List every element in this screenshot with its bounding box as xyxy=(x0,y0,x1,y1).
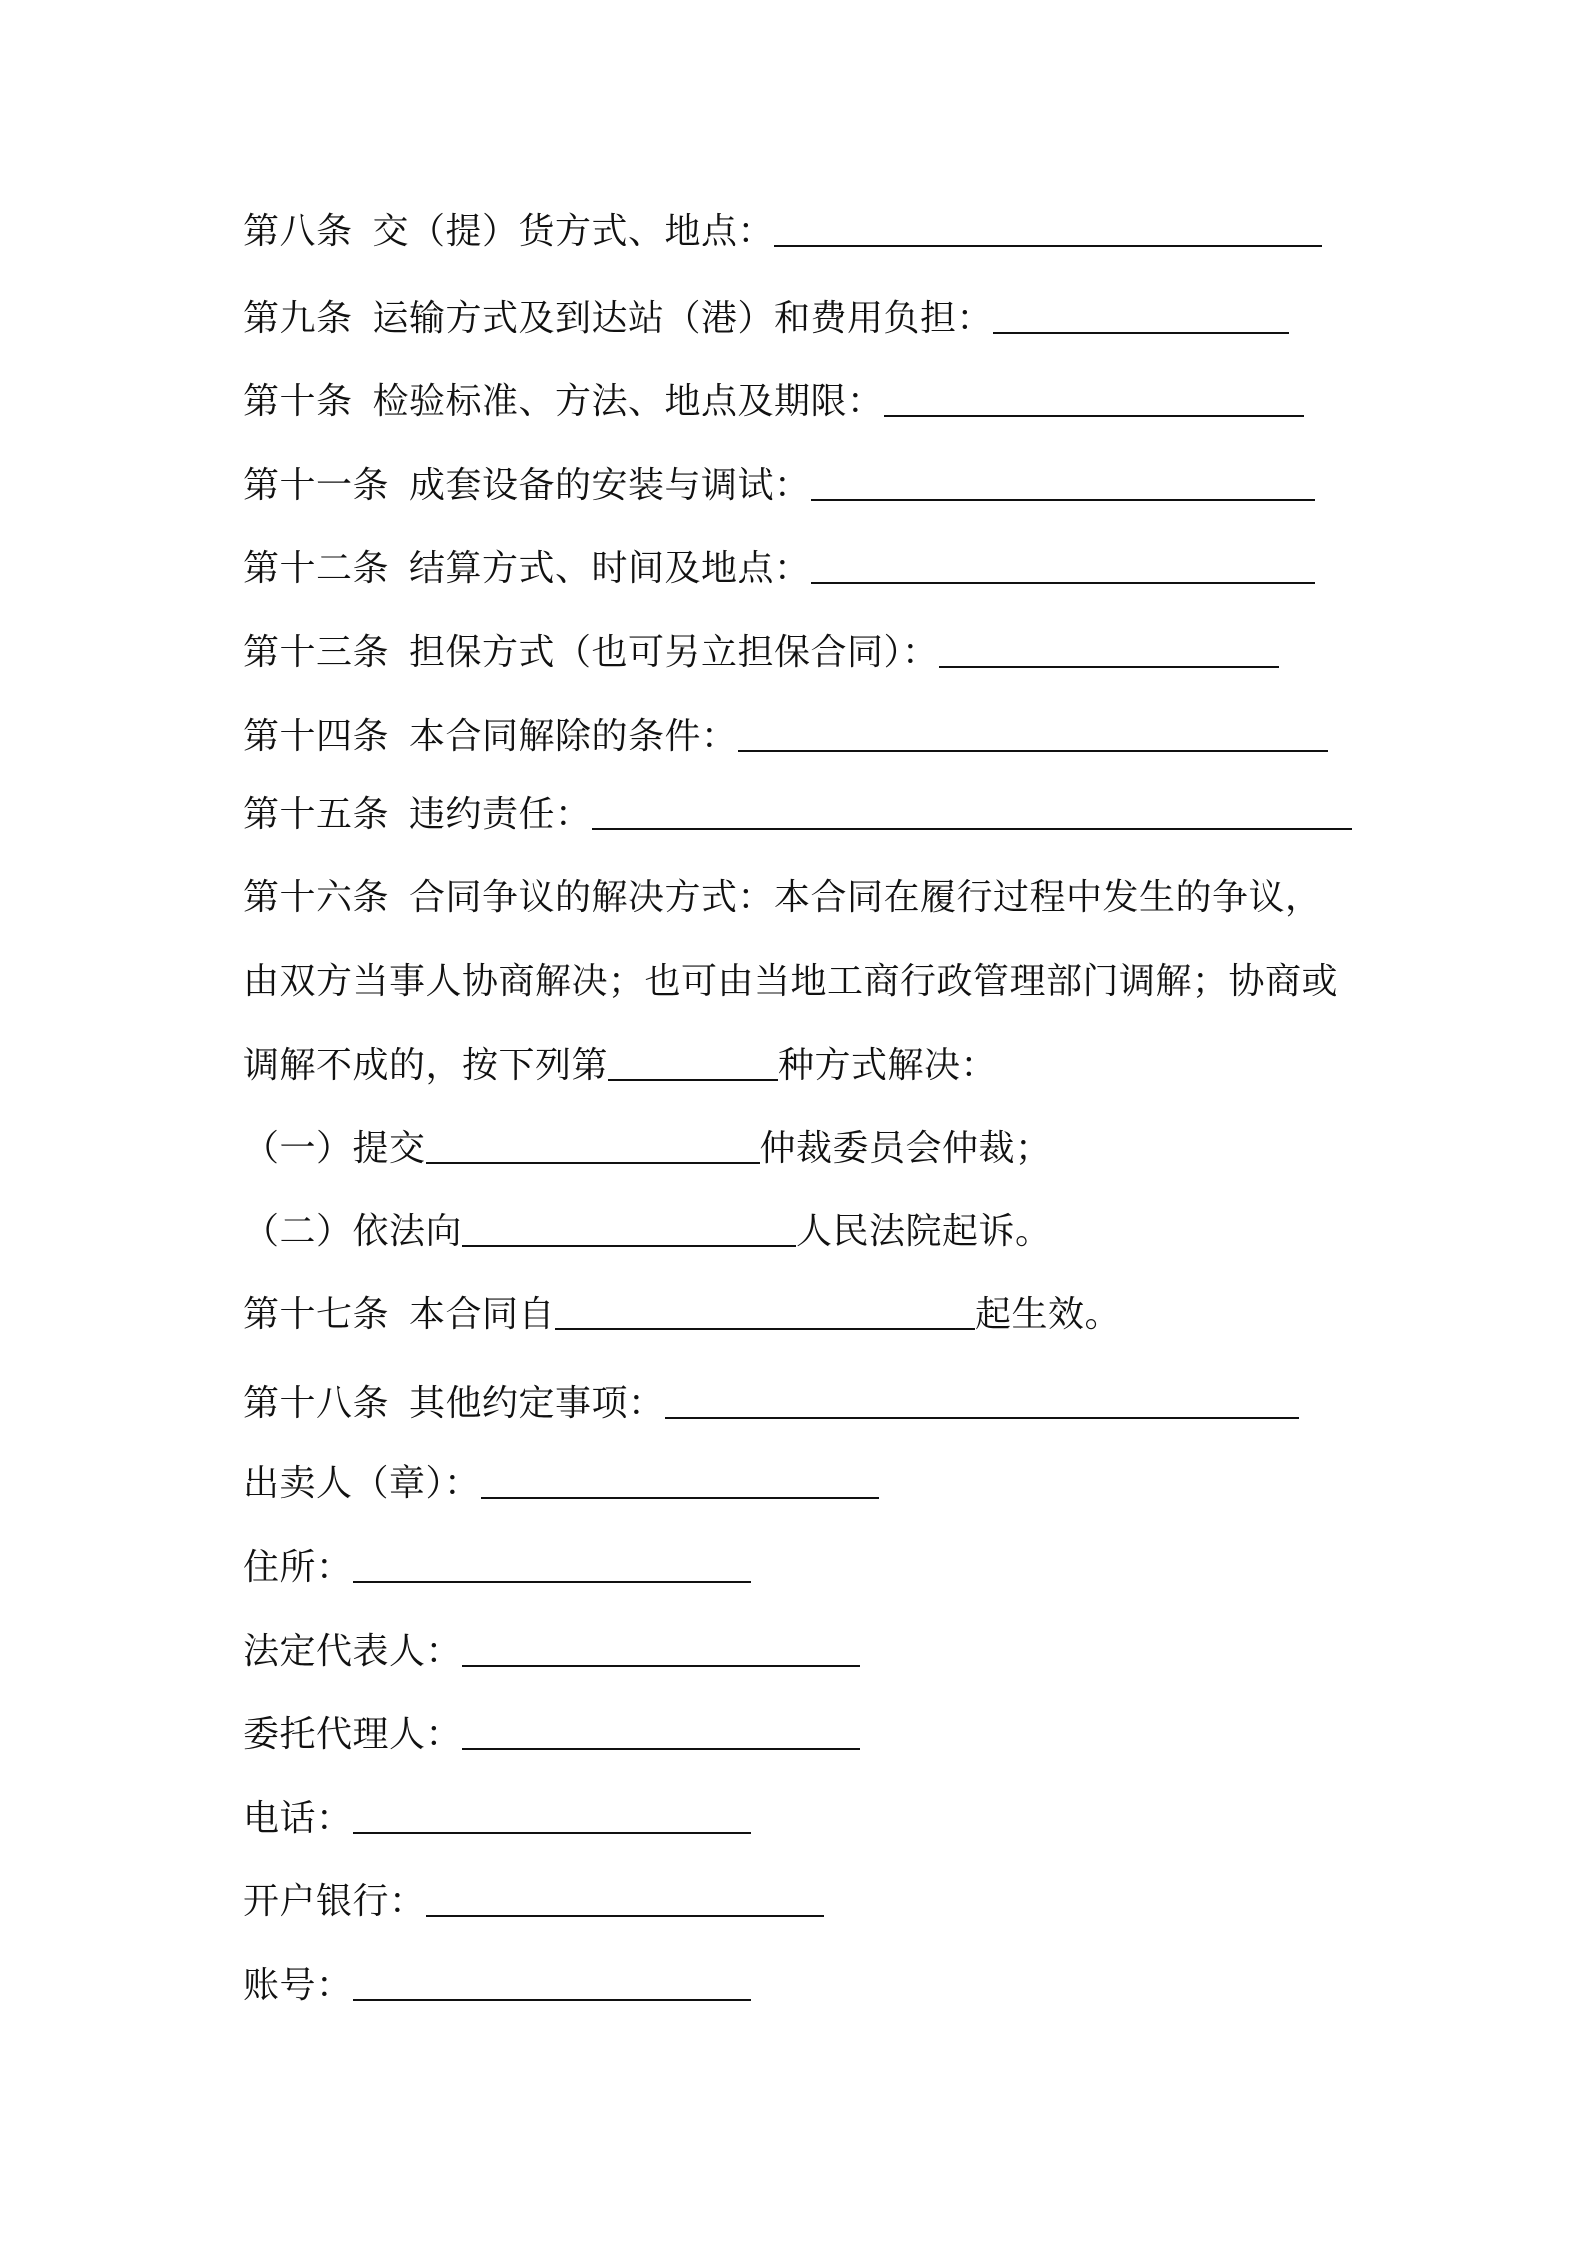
article-16-continuation-line xyxy=(243,959,1338,1005)
article-11-line xyxy=(243,463,1315,509)
article-8-line xyxy=(243,209,1322,255)
legal-representative-blank[interactable] xyxy=(462,1635,860,1667)
article-14-blank[interactable] xyxy=(738,720,1328,752)
article-14-text: 本合同解除的条件： xyxy=(409,716,738,757)
account-line xyxy=(243,1963,751,2009)
article-8-blank[interactable] xyxy=(774,215,1322,247)
article-11-label: 第十一条 xyxy=(243,465,390,506)
article-15-label: 第十五条 xyxy=(243,794,390,835)
article-17-line xyxy=(243,1292,1121,1338)
bank-label: 开户银行： xyxy=(243,1881,426,1922)
article-13-line xyxy=(243,630,1279,676)
article-16-choice-before: 调解不成的，按下列第 xyxy=(243,1045,609,1086)
article-10-label: 第十条 xyxy=(243,381,353,422)
court-name-blank[interactable] xyxy=(462,1215,796,1247)
article-10-line xyxy=(243,379,1304,425)
article-12-blank[interactable] xyxy=(811,552,1315,584)
legal-representative-line xyxy=(243,1629,860,1675)
bank-blank[interactable] xyxy=(426,1885,824,1917)
article-15-text: 违约责任： xyxy=(409,794,592,835)
article-17-label: 第十七条 xyxy=(243,1294,390,1335)
authorized-agent-blank[interactable] xyxy=(462,1718,860,1750)
article-15-line xyxy=(243,792,1352,838)
article-13-blank[interactable] xyxy=(939,636,1279,668)
legal-representative-label: 法定代表人： xyxy=(243,1631,463,1672)
effective-date-blank[interactable] xyxy=(555,1298,975,1330)
article-8-text: 交（提）货方式、地点： xyxy=(372,211,775,252)
article-11-text: 成套设备的安装与调试： xyxy=(409,465,811,506)
arbitration-committee-blank[interactable] xyxy=(426,1132,760,1164)
option-2-line xyxy=(243,1209,1052,1255)
address-blank[interactable] xyxy=(353,1551,751,1583)
article-14-label: 第十四条 xyxy=(243,716,390,757)
seller-seal-label: 出卖人（章）： xyxy=(243,1463,481,1504)
article-18-text: 其他约定事项： xyxy=(409,1383,665,1424)
account-label: 账号： xyxy=(243,1965,353,2006)
article-16-continuation-text: 由双方当事人协商解决；也可由当地工商行政管理部门调解；协商或 xyxy=(243,961,1339,1002)
article-17-before: 本合同自 xyxy=(409,1294,556,1335)
bank-line xyxy=(243,1879,824,1925)
option-2-before: （二）依法向 xyxy=(243,1211,463,1252)
article-9-line xyxy=(243,296,1289,342)
phone-blank[interactable] xyxy=(353,1802,751,1834)
article-8-label: 第八条 xyxy=(243,211,353,252)
article-18-line xyxy=(243,1381,1299,1427)
phone-label: 电话： xyxy=(243,1798,353,1839)
article-11-blank[interactable] xyxy=(811,469,1315,501)
article-9-blank[interactable] xyxy=(993,302,1289,334)
option-1-line xyxy=(243,1126,1052,1172)
address-label: 住所： xyxy=(243,1547,353,1588)
authorized-agent-line xyxy=(243,1712,860,1758)
article-13-label: 第十三条 xyxy=(243,632,390,673)
article-10-blank[interactable] xyxy=(884,385,1304,417)
article-17-after: 起生效。 xyxy=(975,1294,1122,1335)
article-16-text: 合同争议的解决方式：本合同在履行过程中发生的争议， xyxy=(409,877,1322,918)
article-15-blank[interactable] xyxy=(592,798,1352,830)
dispute-method-number-blank[interactable] xyxy=(608,1049,778,1081)
article-9-label: 第九条 xyxy=(243,298,353,339)
address-line xyxy=(243,1545,751,1591)
article-12-line xyxy=(243,546,1315,592)
article-16-choice-line xyxy=(243,1043,997,1089)
authorized-agent-label: 委托代理人： xyxy=(243,1714,463,1755)
seller-seal-line xyxy=(243,1461,879,1507)
option-2-after: 人民法院起诉。 xyxy=(796,1211,1052,1252)
article-18-blank[interactable] xyxy=(665,1387,1299,1419)
article-16-line xyxy=(243,875,1322,921)
article-12-text: 结算方式、时间及地点： xyxy=(409,548,811,589)
option-1-before: （一）提交 xyxy=(243,1128,426,1169)
article-16-choice-after: 种方式解决： xyxy=(778,1045,998,1086)
article-9-text: 运输方式及到达站（港）和费用负担： xyxy=(372,298,994,339)
article-13-text: 担保方式（也可另立担保合同）： xyxy=(409,632,939,673)
phone-line xyxy=(243,1796,751,1842)
seller-seal-blank[interactable] xyxy=(481,1467,879,1499)
article-12-label: 第十二条 xyxy=(243,548,390,589)
article-14-line xyxy=(243,714,1328,760)
account-blank[interactable] xyxy=(353,1969,751,2001)
article-18-label: 第十八条 xyxy=(243,1383,390,1424)
article-16-label: 第十六条 xyxy=(243,877,390,918)
article-10-text: 检验标准、方法、地点及期限： xyxy=(372,381,884,422)
option-1-after: 仲裁委员会仲裁； xyxy=(759,1128,1052,1169)
